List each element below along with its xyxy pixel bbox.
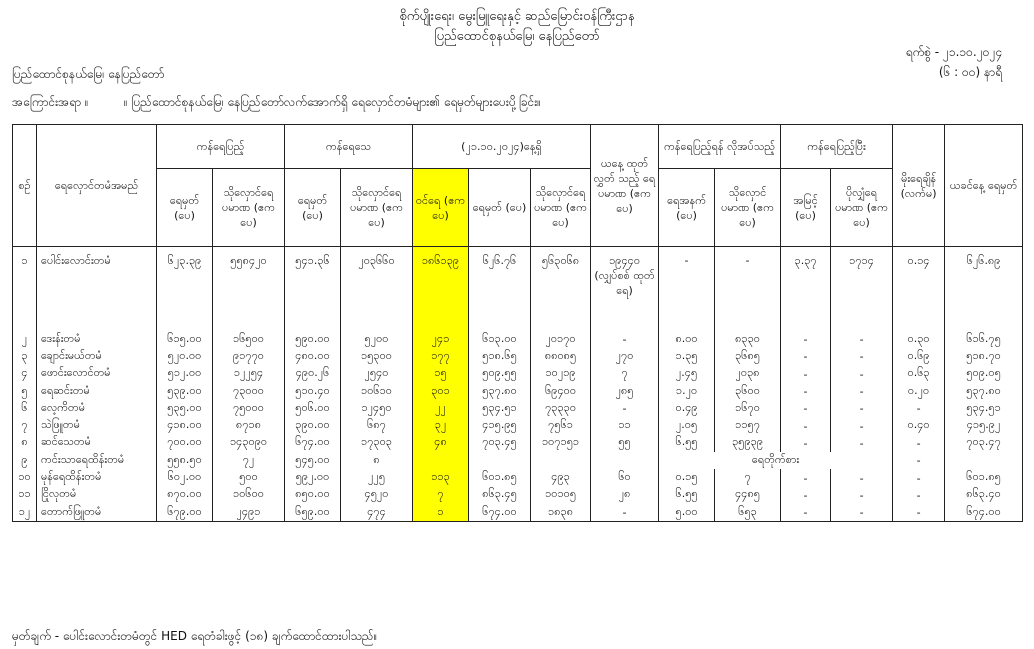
table-cell: ၁၀၇၁၅၁: [531, 435, 591, 452]
table-row: [13, 487, 1023, 504]
table-cell: ၁၈၃၈: [531, 504, 591, 522]
table-cell: ၂.၄၅: [659, 366, 715, 383]
table-cell: ၁၁၃: [413, 469, 469, 486]
sub-need-storage: သိုလှောင် ပမာဏ (ဧကပေ): [715, 169, 781, 247]
table-cell: ၄၈၀.၀၀: [285, 348, 341, 365]
table-cell: ၇: [591, 366, 659, 383]
table-cell: -: [893, 452, 945, 469]
table-cell: ၈၈၀၈၅: [531, 348, 591, 365]
table-cell: ၅၄၅.၀၀: [285, 452, 341, 469]
table-cell: ၆၂၆.၈၉: [945, 247, 1023, 324]
table-cell: ၁၇၃၀၃: [341, 435, 413, 452]
table-cell: -: [781, 331, 831, 348]
table-cell: -: [893, 469, 945, 486]
table-cell: ၈.၀၀: [659, 331, 715, 348]
reservoir-name: မုန်ရေထိန်းတမံ: [37, 469, 157, 486]
sub-storage: သိုလှောင်ရေ ပမာဏ (ဧကပေ): [213, 169, 285, 247]
table-cell: ၇၃၃၃၀: [531, 400, 591, 417]
table-cell: ၁၇၁၄: [831, 247, 893, 324]
col-rain: မိုးရေချိန် (လက်မ): [893, 125, 945, 247]
table-cell: ၅၁၈.၆၅: [469, 348, 531, 365]
table-cell: -: [831, 487, 893, 504]
table-cell: ၁၀၆၀၀: [213, 487, 285, 504]
table-cell: ၁၀၁၀၅: [531, 487, 591, 504]
table-cell: ၃၂: [413, 417, 469, 434]
table-cell: -: [831, 435, 893, 452]
table-cell: ၁၉၄၄၀ (လျှပ်စစ် ထုတ်ရေ): [591, 247, 659, 324]
table-cell: ၂၀၁၇၀: [531, 331, 591, 348]
sub-level-ft: ရေမှတ် (ပေ): [469, 169, 531, 247]
row-gap: [13, 323, 1023, 331]
sub-level-ft: ရေမှတ် (ပေ): [157, 169, 213, 247]
table-cell: ၅၄၁.၃၆: [285, 247, 341, 324]
table-cell: ၅၀၉.၅၅: [469, 366, 531, 383]
table-cell: ၅၁၈.၇၀: [945, 348, 1023, 365]
table-cell: ၁၀၆၁၀: [341, 383, 413, 400]
table-row: [13, 435, 1023, 452]
reservoir-name: ဆင်သေတမံ: [37, 435, 157, 452]
reservoir-name: ဖောင်းလောင်တမံ: [37, 366, 157, 383]
table-cell: ၇: [715, 469, 781, 486]
table-cell: ၅၉၀.၀၀: [285, 331, 341, 348]
table-cell: ၆၁၆.၇၅: [945, 331, 1023, 348]
time-label: (၆ : ၀၀) နာရီ: [938, 65, 1002, 79]
reservoir-name: ပေါင်းလောင်းတမံ: [37, 247, 157, 324]
table-cell: -: [781, 366, 831, 383]
table-cell: -: [781, 383, 831, 400]
table-cell: ၈၆၃.၄၅: [469, 487, 531, 504]
table-cell: ၅၅: [591, 435, 659, 452]
table-cell: ၁၂၂၅၄: [213, 366, 285, 383]
table-cell: -: [831, 417, 893, 434]
table-cell: -: [831, 348, 893, 365]
table-cell: -: [781, 435, 831, 452]
reservoir-name: လေ့ကိတမံ: [37, 400, 157, 417]
sub-level-ft: ရေမှတ် (ပေ): [285, 169, 341, 247]
table-cell: -: [831, 469, 893, 486]
table-cell: ၆၇၄.၀၀: [285, 435, 341, 452]
table-cell: ၀.၄၀: [893, 417, 945, 434]
table-cell: [413, 452, 469, 469]
ministry-title: စိုက်ပျိုးရေး၊ မွေးမြူရေးနှင့် ဆည်မြောင်းဝန်ကြီးဌာန: [399, 9, 635, 24]
table-row: [13, 366, 1023, 383]
table-cell: ၆၇၄.၀၀: [945, 504, 1023, 522]
table-cell: -: [893, 435, 945, 452]
table-cell: ၆၀၁.၈၅: [469, 469, 531, 486]
table-cell: ၂၀၃၈: [715, 366, 781, 383]
table-cell: ၆.၅၅: [659, 435, 715, 452]
table-cell: -: [831, 400, 893, 417]
table-row: [13, 348, 1023, 365]
col-dead: ကန်ရေသေ: [285, 125, 413, 169]
table-row: [13, 452, 1023, 469]
table-cell: ၂၅၄၀: [341, 366, 413, 383]
table-cell: ၂၇၀: [591, 348, 659, 365]
table-cell: ၁၆၇၀: [715, 400, 781, 417]
table-cell: ၈၆၃.၄၀: [945, 487, 1023, 504]
table-cell: ၅၃၅.၀၀: [157, 400, 213, 417]
table-cell: ၀.၁၄: [893, 247, 945, 324]
table-cell: ၅၉၂.၀၀: [285, 469, 341, 486]
table-cell: ၃၆၈၅: [715, 348, 781, 365]
col-full: ကန်ရေပြည့်: [157, 125, 285, 169]
col-over: ကန်ရေပြည့်ပြီး: [781, 125, 893, 169]
table-cell: ၆၁၅.၀၀: [157, 331, 213, 348]
table-cell: ၂၈၅: [591, 383, 659, 400]
table-cell: ၀.၃၀: [893, 331, 945, 348]
table-cell: ၀.၆၃: [893, 366, 945, 383]
row-number: ၈: [13, 435, 37, 452]
table-cell: ၅၃၇.၈၀: [469, 383, 531, 400]
table-cell: ၇၀၀.၀၀: [157, 435, 213, 452]
table-cell: ၁၇၇: [413, 348, 469, 365]
table-cell: ၂၀၃၆၆၀: [341, 247, 413, 324]
sub-inflow: ဝင်ရေ (ဧကပေ): [413, 169, 469, 247]
table-cell: ၇: [413, 487, 469, 504]
reservoir-name: ချောင်းမယ်တမံ: [37, 348, 157, 365]
table-cell: ၆၇၉.၀၀: [157, 504, 213, 522]
table-cell: -: [781, 487, 831, 504]
table-cell: ၅၃၇.၈၀: [945, 383, 1023, 400]
table-cell: ၄၈: [413, 435, 469, 452]
row-number: ၄: [13, 366, 37, 383]
table-cell: ၆၅၉.၀၀: [285, 504, 341, 522]
table-cell: -: [781, 469, 831, 486]
table-cell: ၁၅: [413, 366, 469, 383]
table-cell: ၇၃၀၀၀: [213, 383, 285, 400]
table-cell: ၅၂၀.၀၀: [157, 348, 213, 365]
table-cell: ၂၄၁: [413, 331, 469, 348]
table-cell: ၁.၂၀: [659, 383, 715, 400]
row-number: ၁၂: [13, 504, 37, 522]
table-cell: ၃၅၉၃၉: [715, 435, 781, 452]
table-cell: ၆၂၃.၃၉: [157, 247, 213, 324]
table-cell: ၂၄၉၁: [213, 504, 285, 522]
table-cell: ၆၀: [591, 469, 659, 486]
reservoir-name: တောက်ဖြူတမံ: [37, 504, 157, 522]
table-cell: ၃.၃၇: [781, 247, 831, 324]
sub-need-ft: ရေအနက် (ပေ): [659, 169, 715, 247]
table-cell: -: [591, 331, 659, 348]
table-cell: ၄၁၅.၉၅: [469, 417, 531, 434]
table-cell: ၅၃၉.၀၀: [157, 383, 213, 400]
sub-over-vol: ပိုလျှံရေ ပမာဏ (ဧကပေ): [831, 169, 893, 247]
sub-storage: သိုလှောင်ရေ ပမာဏ (ဧကပေ): [531, 169, 591, 247]
col-yday: ယခင်နေ့ ရေမှတ်: [945, 125, 1023, 247]
table-cell: ၃၉၀.၀၀: [285, 417, 341, 434]
table-cell: [591, 452, 659, 469]
table-cell: -: [715, 247, 781, 324]
table-cell: ၂၈: [591, 487, 659, 504]
table-cell: ၈၇၁၈: [213, 417, 285, 434]
date-label: ရက်စွဲ - ၂၁.၁၀.၂၀၂၄: [905, 45, 1002, 59]
office-title: ပြည်ထောင်စုနယ်မြေ၊ နေပြည်တော်: [434, 29, 600, 44]
table-cell: ၅၃၄.၅၁: [469, 400, 531, 417]
table-cell: ၀.၄၉: [659, 400, 715, 417]
table-cell: ၈၅၀.၀၀: [285, 487, 341, 504]
table-cell: ၅၅၈၄၂၀: [213, 247, 285, 324]
table-cell: ၈: [341, 452, 413, 469]
col-name: ရေလှောင်တမံအမည်: [37, 125, 157, 247]
table-cell: -: [781, 400, 831, 417]
table-cell: ၁၂၄၅၀: [341, 400, 413, 417]
table-cell: ၁.၃၅: [659, 348, 715, 365]
table-row: [13, 469, 1023, 486]
table-cell: ၁၁: [591, 417, 659, 434]
row-number: ၁၁: [13, 487, 37, 504]
table-cell: [469, 452, 531, 469]
table-cell: -: [781, 504, 831, 522]
table-cell: ၄၅၂၀: [341, 487, 413, 504]
table-cell: ၁၆၅၀၀: [213, 331, 285, 348]
table-cell: ၁၁၅၇: [715, 417, 781, 434]
table-cell: ၆၀၂.၀၀: [157, 469, 213, 486]
subject-text: ။ ပြည်ထောင်စုနယ်မြေ၊ နေပြည်တော်လက်အောက်ရှိ ရေလှောင်တမံများ၏ ရေမှတ်များပေးပို့ခြင်း။: [124, 95, 541, 109]
table-cell: ၆၂၆.၇၆: [469, 247, 531, 324]
table-cell: ၇၅၆၁: [531, 417, 591, 434]
table-cell: ၄၁၈.၀၀: [157, 417, 213, 434]
table-cell: ၅၀၀: [213, 469, 285, 486]
table-cell: [531, 452, 591, 469]
table-cell: ၅၀၉.၀၅: [945, 366, 1023, 383]
reservoir-name: ကင်းသာရေထိန်းတမံ: [37, 452, 157, 469]
row-number: ၂: [13, 331, 37, 348]
table-cell: ၈၃၃၀: [715, 331, 781, 348]
table-cell: -: [831, 331, 893, 348]
table-cell: ၄၉၃: [531, 469, 591, 486]
table-cell: -: [591, 400, 659, 417]
location-label: ပြည်ထောင်စုနယ်မြေ၊ နေပြည်တော်: [12, 67, 165, 81]
col-need: ကန်ရေပြည့်ရန် လိုအပ်သည့်: [659, 125, 781, 169]
table-cell: ၄၁၅.၉၂: [945, 417, 1023, 434]
table-cell: ၀.၁၅: [659, 469, 715, 486]
table-cell: ၆၅၃: [715, 504, 781, 522]
table-cell: ၃၆၀၀: [715, 383, 781, 400]
table-cell: ၆၁၃.၀၀: [469, 331, 531, 348]
table-cell: -: [893, 400, 945, 417]
row-number: ၆: [13, 400, 37, 417]
sub-over-ft: အမြင့် (ပေ): [781, 169, 831, 247]
table-cell: ၅၂၀၀: [341, 331, 413, 348]
table-cell: -: [591, 504, 659, 522]
table-cell: [945, 452, 1023, 469]
table-cell: ၄၇၄: [341, 504, 413, 522]
table-cell: ၂.၀၅: [659, 417, 715, 434]
table-cell: ၅၀၆.၀၀: [285, 400, 341, 417]
col-outflow: ယနေ့ ထုတ်လွှတ် သည့် ရေပမာဏ (ဧကပေ): [591, 125, 659, 247]
table-cell: ၂၂: [413, 400, 469, 417]
table-cell: -: [893, 487, 945, 504]
table-cell: -: [831, 383, 893, 400]
table-cell: ၆၈၇: [341, 417, 413, 434]
row-number: ၃: [13, 348, 37, 365]
row-number: ၅: [13, 383, 37, 400]
table-cell: -: [781, 417, 831, 434]
table-cell: ၁: [413, 504, 469, 522]
table-cell: ၁၅၃၀၀: [341, 348, 413, 365]
table-cell: -: [831, 366, 893, 383]
reservoir-name: သဲဖြူတမံ: [37, 417, 157, 434]
table-cell: ၂၂၅: [341, 469, 413, 486]
table-cell: ၉၁၇၇၀: [213, 348, 285, 365]
table-row: [13, 247, 1023, 324]
table-cell: ၀.၂၀: [893, 383, 945, 400]
table-cell: ၀.၆၉: [893, 348, 945, 365]
washed-out-note: ရေတိုက်စား: [659, 452, 893, 469]
col-no: စဉ်: [13, 125, 37, 247]
reservoir-name: ဒေးန်းတမံ: [37, 331, 157, 348]
table-cell: ၄၄၈၅: [715, 487, 781, 504]
table-cell: ၇၅၀၀၀: [213, 400, 285, 417]
table-cell: ၅၆၃၀၆၈: [531, 247, 591, 324]
table-cell: -: [893, 504, 945, 522]
row-number: ၁: [13, 247, 37, 324]
table-cell: ၁၈၆၁၃၉: [413, 247, 469, 324]
reservoir-name: ငြိုလုတမံ: [37, 487, 157, 504]
table-row: [13, 417, 1023, 434]
table-row: [13, 400, 1023, 417]
table-cell: ၆၀၁.၈၅: [945, 469, 1023, 486]
table-cell: ၇၀၃.၄၅: [469, 435, 531, 452]
table-row: [13, 504, 1023, 522]
table-cell: ၇၀၃.၄၇: [945, 435, 1023, 452]
reservoir-name: ရေဆင်းတမံ: [37, 383, 157, 400]
table-cell: ၁၄၃၀၉၀: [213, 435, 285, 452]
table-cell: ၆၉၄၀၀: [531, 383, 591, 400]
table-cell: ၅၁၂.၀၀: [157, 366, 213, 383]
sub-storage: သိုလှောင်ရေ ပမာဏ (ဧကပေ): [341, 169, 413, 247]
table-cell: ၅၅၈.၅၀: [157, 452, 213, 469]
row-number: ၉: [13, 452, 37, 469]
table-cell: -: [831, 504, 893, 522]
table-cell: ၈၇၀.၀၀: [157, 487, 213, 504]
table-cell: ၆၇၄.၀၀: [469, 504, 531, 522]
table-cell: ၆.၅၅: [659, 487, 715, 504]
subject-label: အကြောင်းအရာ ။: [12, 95, 89, 109]
row-number: ၁၀: [13, 469, 37, 486]
table-cell: ၇၂: [213, 452, 285, 469]
table-cell: -: [781, 348, 831, 365]
col-today: (၂၁.၁၀.၂၀၂၄)နေ့ရှိ: [413, 125, 591, 169]
table-cell: ၅၃၄.၅၁: [945, 400, 1023, 417]
table-row: [13, 383, 1023, 400]
table-cell: ၄၉၀.၂၆: [285, 366, 341, 383]
row-number: ၇: [13, 417, 37, 434]
table-cell: ၅၁၀.၄၀: [285, 383, 341, 400]
table-cell: -: [659, 247, 715, 324]
footer-note: မှတ်ချက် - ပေါင်းလောင်းတမံတွင် HED ရေတံခါးဖွင့် (၁၈) ချက်ထောင်ထားပါသည်။: [12, 629, 378, 643]
table-cell: ၁၀၂၁၉: [531, 366, 591, 383]
table-cell: ၃၀၁: [413, 383, 469, 400]
reservoir-table: [12, 124, 1023, 522]
table-cell: ၅.၀၀: [659, 504, 715, 522]
table-row: [13, 331, 1023, 348]
